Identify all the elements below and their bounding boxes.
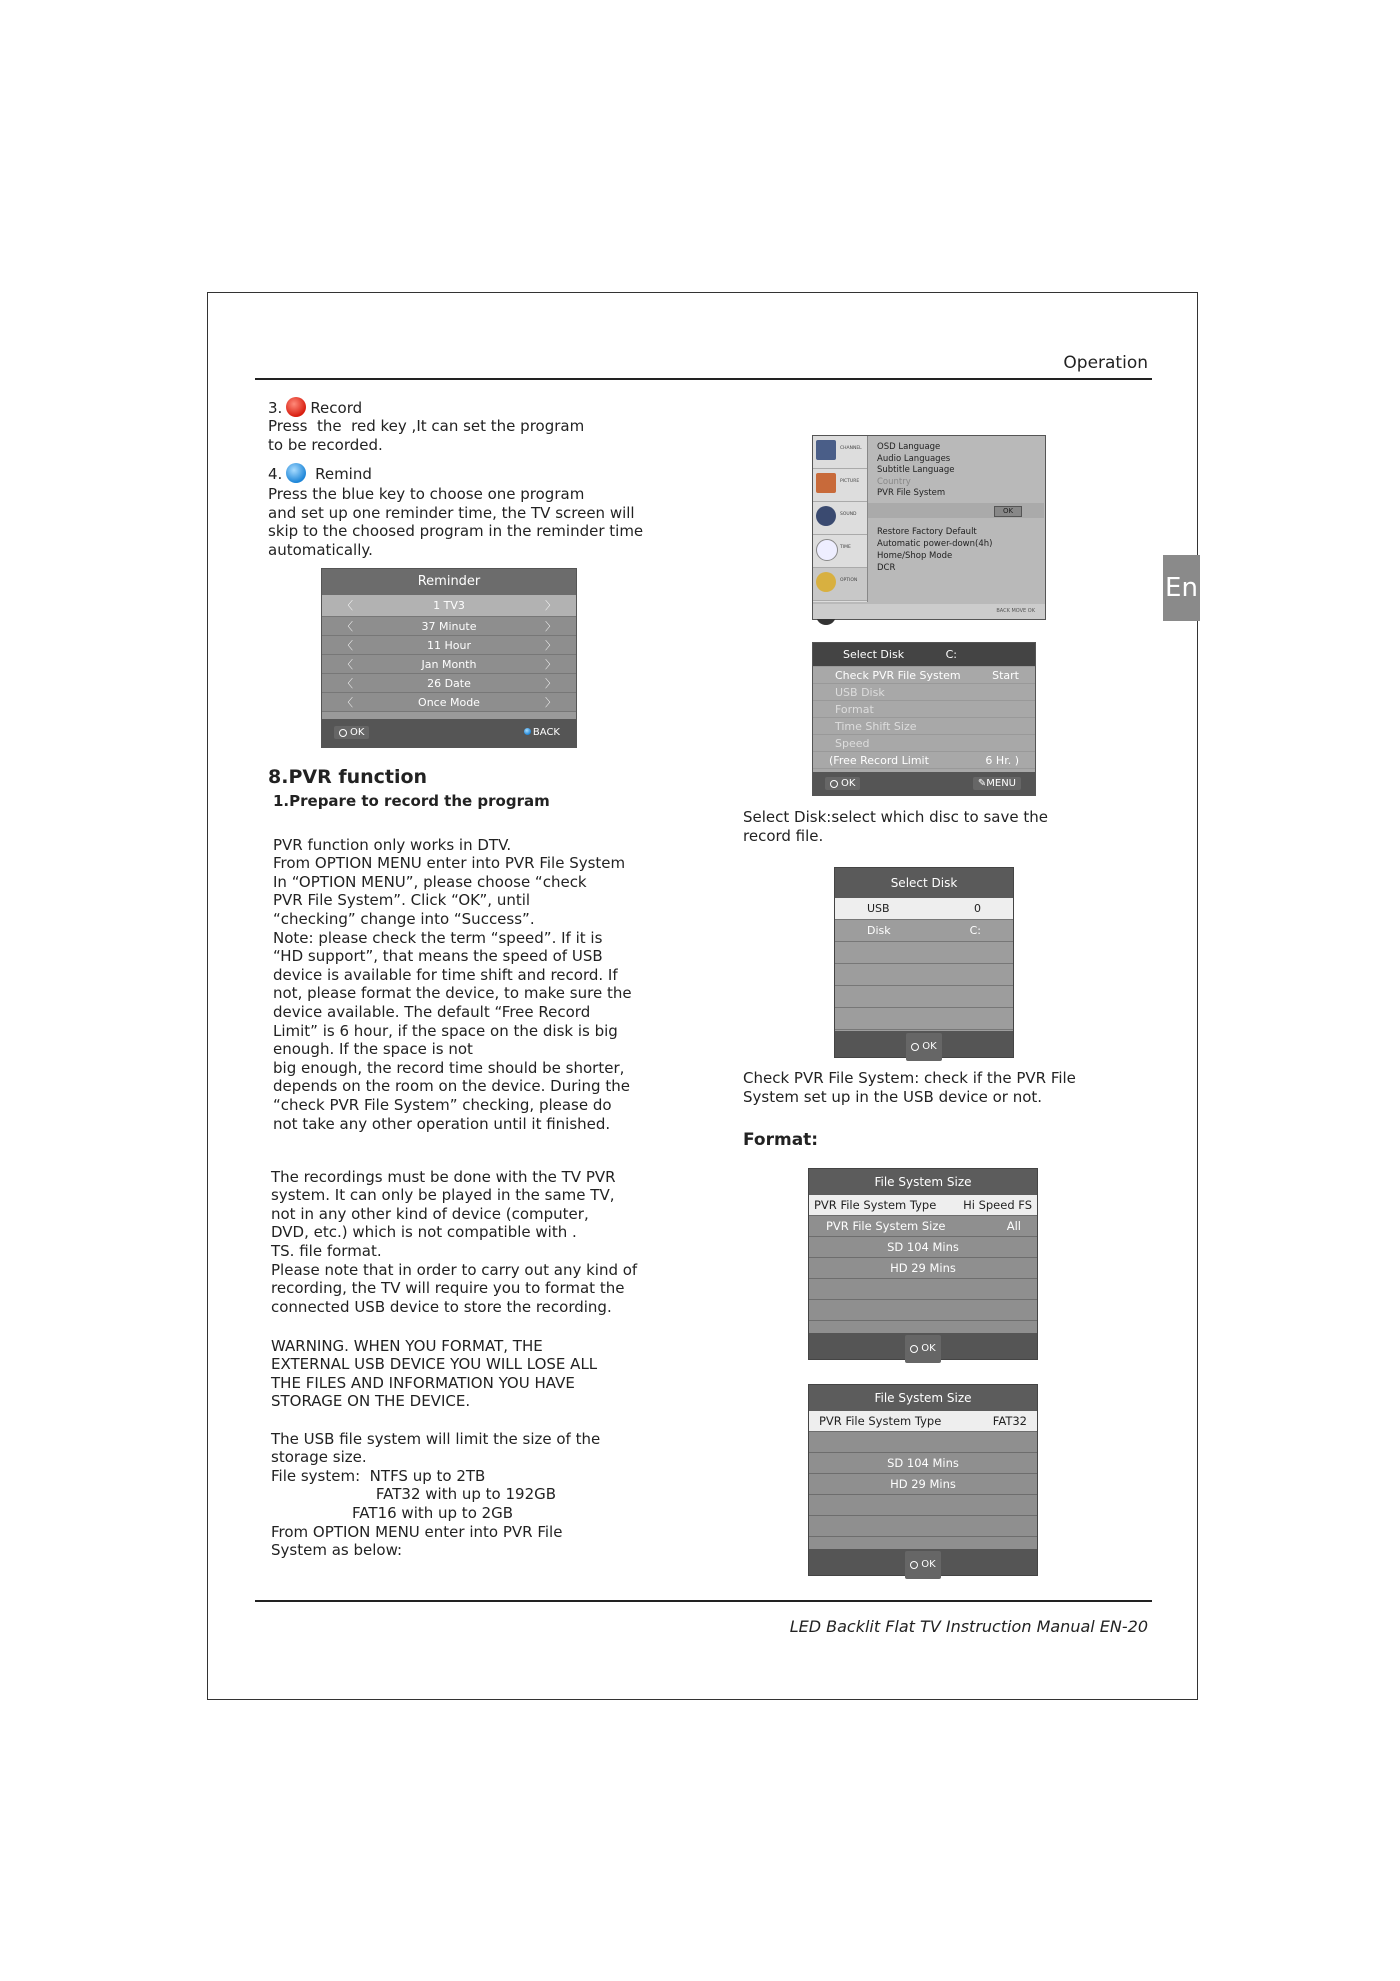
ok-icon [910,1561,918,1569]
record-desc: Press the red key ,It can set the program to be recorded. [268,417,585,454]
menu-button[interactable]: ✎MENU [973,777,1021,790]
empty-row [835,942,1013,964]
pvr-subheading: 1.Prepare to record the program [273,792,550,810]
channel-icon [816,440,836,460]
picture-icon [816,473,836,493]
tab-option[interactable]: OPTION [813,568,867,601]
ok-icon [911,1043,919,1051]
reminder-item[interactable]: 〈 11 Hour 〉 [322,636,576,655]
menu-item[interactable]: Home/Shop Mode [877,551,953,561]
ok-bar [868,503,1044,518]
reminder-title: Reminder [322,569,576,595]
fss-hd-row: HD 29 Mins [809,1474,1037,1495]
blue-dot-icon [524,728,531,735]
pvr-file-system-osd [812,642,1036,796]
ok-button[interactable]: OK [334,726,369,739]
section-title: Operation [1063,353,1148,373]
ok-icon [830,780,838,788]
remind-title: 4. Remind [268,465,372,483]
ok-button[interactable]: OK [905,1551,940,1579]
header-rule [255,378,1152,380]
back-button[interactable]: BACK [524,727,560,738]
fss-hd-row: HD 29 Mins [809,1258,1037,1279]
format-heading: Format: [743,1130,819,1150]
empty-row [809,1300,1037,1321]
option-items-2 [877,526,992,574]
reminder-footer [322,719,576,747]
ok-button[interactable]: OK [825,777,860,790]
pvr-para2: The recordings must be done with the TV PVR system. It can only be played in the same TV, not in any other kind of device (computer, DVD, etc.) which is not compatible with . TS. file format. Please note that in order to carry out any kind of recording, the TV will require you to format the connected USB device to store the recording. [271,1167,638,1316]
remind-desc: Press the blue key to choose one program and set up one reminder time, the TV screen will skip to the choosed program in the reminder time automatically. [268,485,644,559]
select-disk-title: Select Disk [835,868,1013,898]
blue-key-icon [286,463,306,483]
tab-sound[interactable]: SOUND [813,502,867,535]
ok-button[interactable]: OK [906,1033,941,1061]
pvr-row[interactable]: Check PVR File System Start [813,667,1035,684]
record-title: 3. Record [268,399,363,417]
reminder-item[interactable]: 〈 Jan Month 〉 [322,655,576,674]
fss-size-row[interactable]: PVR File System Size All [809,1216,1037,1237]
fss-title: File System Size [809,1385,1037,1411]
pvr-para1: PVR function only works in DTV. From OPTION MENU enter into PVR File System In “OPTION MENU”, please choose “check PVR File System”. Click “OK”, until “checking” change into “Success”. Note: please check the term “speed”. If it is “HD support”, that means the speed of USB device is available for time shift and record. If not, please format the device, to make sure the device available. The default “Free Record Limit” is 6 hour, if the space on the disk is big enough. If the space is not big enough, the record time should be shorter, depends on the room on the device. During the “check PVR File System” checking, please do not take any other operation until it finished. [273,835,632,1133]
select-disk-row[interactable]: Select Disk C: [813,643,1035,667]
footer-rule [255,1600,1152,1602]
pvr-para3: The USB file system will limit the size of the storage size. File system: NTFS up to 2TB FAT32 with up to 192GB FAT16 with up to 2GB From OPTION MENU enter into PVR File System as below: [271,1429,601,1560]
empty-row [835,986,1013,1008]
pvr-row[interactable]: Speed [813,735,1035,752]
reminder-osd [321,568,577,748]
option-menu-osd [812,435,1046,620]
language-tab: En [1163,555,1200,621]
ok-icon [339,729,347,737]
empty-row [809,1279,1037,1300]
fss-title: File System Size [809,1169,1037,1195]
tab-picture[interactable]: PICTURE [813,469,867,502]
select-disk-footer [835,1031,1013,1057]
tab-channel[interactable]: CHANNEL [813,436,867,469]
reminder-item[interactable]: 〈 1 TV3 〉 [322,595,576,617]
fss-type-row[interactable]: PVR File System Type FAT32 [809,1411,1037,1432]
pvr-warning: WARNING. WHEN YOU FORMAT, THE EXTERNAL USB DEVICE YOU WILL LOSE ALL THE FILES AND INFORMATION YOU HAVE STORAGE ON THE DEVICE. [271,1336,598,1411]
reminder-item[interactable]: 〈 26 Date 〉 [322,674,576,693]
reminder-item[interactable]: 〈 Once Mode 〉 [322,693,576,712]
file-system-size-osd [808,1384,1038,1576]
pvr-footer [813,772,1035,795]
menu-item[interactable]: Restore Factory Default [877,527,977,537]
menu-hints: BACK MOVE OK [813,604,1045,619]
fss-type-row[interactable]: PVR File System Type Hi Speed FS [809,1195,1037,1216]
empty-row [809,1495,1037,1516]
select-disk-desc: Select Disk:select which disc to save the record file. [743,808,1048,845]
menu-sidebar [813,436,868,602]
menu-item[interactable]: PVR File System [877,488,946,498]
option-icon [816,572,836,592]
menu-item[interactable]: DCR [877,563,896,573]
menu-icon: ✎ [977,778,987,789]
pvr-row[interactable]: USB Disk [813,684,1035,701]
empty-row [809,1432,1037,1453]
pvr-row[interactable]: Time Shift Size [813,718,1035,735]
fss-footer [809,1333,1037,1359]
tab-time[interactable]: TIME [813,535,867,568]
ok-button[interactable]: OK [994,506,1022,517]
select-disk-osd [834,867,1014,1058]
footer-text: LED Backlit Flat TV Instruction Manual EN-20 [789,1617,1148,1636]
menu-item[interactable]: Audio Languages [877,453,951,464]
fss-sd-row: SD 104 Mins [809,1453,1037,1474]
pvr-heading: 8.PVR function [268,766,428,788]
disk-item[interactable]: USB 0 [835,898,1013,920]
disk-item[interactable]: Disk C: [835,920,1013,942]
menu-item[interactable]: Country [877,476,911,487]
red-key-icon [286,397,306,417]
clock-icon [816,539,838,561]
menu-item[interactable]: Subtitle Language [877,465,955,475]
reminder-item[interactable]: 〈 37 Minute 〉 [322,617,576,636]
sound-icon [816,506,836,526]
menu-item[interactable]: OSD Language [877,442,941,452]
ok-button[interactable]: OK [905,1335,940,1363]
empty-row [835,964,1013,986]
pvr-row[interactable]: (Free Record Limit 6 Hr. ) [813,752,1035,769]
ok-icon [910,1345,918,1353]
fss-sd-row: SD 104 Mins [809,1237,1037,1258]
pvr-row[interactable]: Format [813,701,1035,718]
option-items [877,442,954,500]
fss-footer [809,1549,1037,1575]
file-system-size-osd [808,1168,1038,1360]
check-desc: Check PVR File System: check if the PVR File System set up in the USB device or not. [743,1069,1076,1106]
empty-row [835,1008,1013,1030]
empty-row [809,1516,1037,1537]
menu-item[interactable]: Automatic power-down(4h) [877,539,993,549]
